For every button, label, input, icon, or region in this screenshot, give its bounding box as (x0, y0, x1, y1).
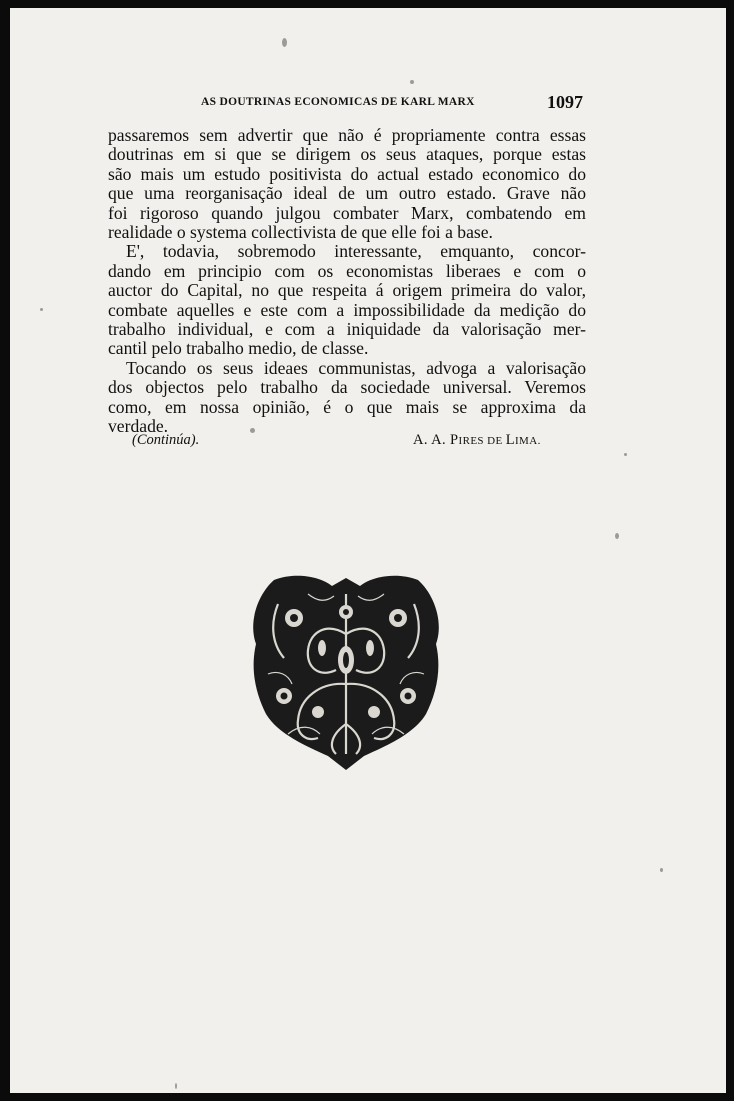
paragraph-3 (108, 359, 586, 437)
text-line: trabalho individual, e com a iniquidade da valorisação mer- (108, 319, 586, 340)
paragraph-1 (108, 126, 586, 242)
text-line: como, em nossa opinião, é o que mais se approxima da (108, 396, 586, 417)
text-line: Tocando os seus ideaes communistas, advoga a valorisação (126, 357, 586, 378)
scan-speck (175, 1083, 177, 1089)
text-line: cantil pelo trabalho medio, de classe. (108, 338, 369, 359)
text-line: verdade. (108, 416, 169, 437)
scan-speck (624, 453, 627, 456)
text-line: que uma reorganisação ideal de um outro estado. Grave não (108, 183, 586, 204)
body-text (108, 126, 586, 437)
author-name: A. A. PIRES DE LIMA. (413, 432, 541, 448)
scan-speck (282, 38, 287, 47)
floral-tailpiece-ornament-icon (248, 574, 444, 774)
text-line: dos objectos pelo trabalho da sociedade universal. Veremos (108, 377, 586, 398)
text-line: dando em principio com os economistas liberaes e com o (108, 260, 586, 281)
page-number: 1097 (547, 92, 583, 112)
document-page (10, 8, 726, 1093)
scan-speck (40, 308, 43, 311)
text-line: doutrinas em si que se dirigem os seus ataques, porque estas (108, 144, 586, 165)
text-line: passaremos sem advertir que não é propriamente contra essas (108, 125, 586, 145)
text-line: combate aquelles e este com a impossibilidade da medição do (108, 299, 586, 320)
paragraph-2 (108, 242, 586, 358)
text-line: realidade o systema collectivista de que elle foi a base. (108, 222, 493, 243)
scan-speck (660, 868, 663, 872)
continua-note: (Continúa). (132, 432, 200, 448)
text-line: auctor do Capital, no que respeita á origem primeira do valor, (108, 280, 586, 301)
running-title: AS DOUTRINAS ECONOMICAS DE KARL MARX (201, 96, 475, 108)
text-line: E', todavia, sobremodo interessante, emquanto, concor- (126, 241, 586, 262)
scan-speck (410, 80, 414, 84)
text-line: foi rigoroso quando julgou combater Marx, combatendo em (108, 202, 586, 223)
page-header (10, 93, 726, 115)
text-line: são mais um estudo positivista do actual estado economico do (108, 163, 586, 184)
scan-speck (615, 533, 619, 539)
